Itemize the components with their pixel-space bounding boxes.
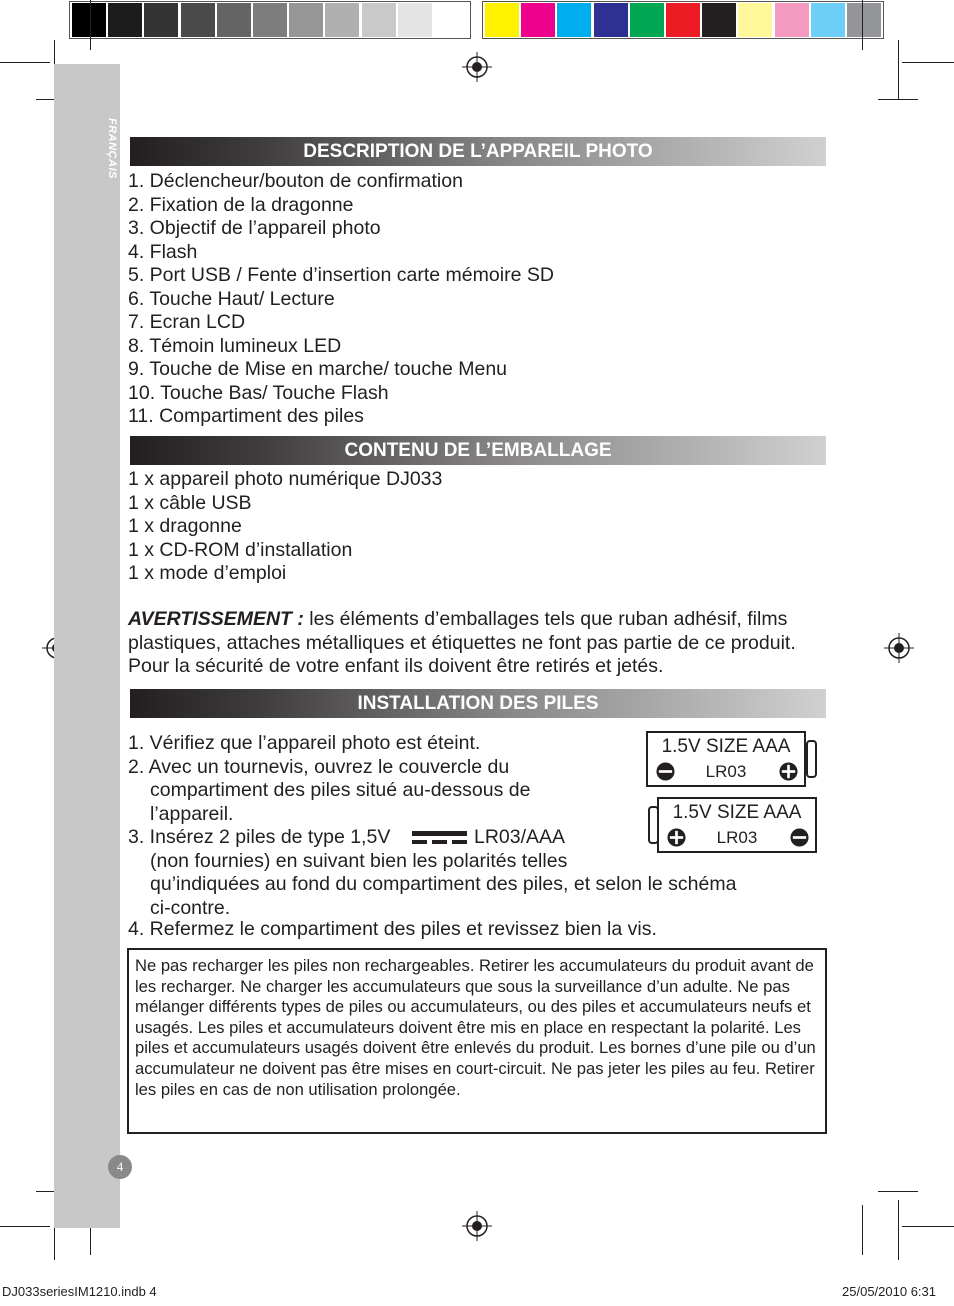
section-header-installation: INSTALLATION DES PILES (130, 689, 826, 718)
page-number: 4 (108, 1155, 132, 1179)
side-tab (54, 64, 120, 1228)
color-swatch (181, 3, 215, 37)
color-swatch (811, 3, 845, 37)
color-swatch (847, 3, 881, 37)
footer-date: 25/05/2010 6:31 (842, 1284, 936, 1299)
list-item: 1 x câble USB (128, 491, 252, 514)
list-item: 1 x CD-ROM d’installation (128, 538, 353, 561)
color-swatch (144, 3, 178, 37)
section-header-description: DESCRIPTION DE L’APPAREIL PHOTO (130, 137, 826, 166)
list-item: 11. Compartiment des piles (128, 405, 364, 427)
plus-icon (779, 762, 798, 781)
footer-file-name: DJ033seriesIM1210.indb 4 (2, 1284, 157, 1299)
section-header-contents: CONTENU DE L’EMBALLAGE (130, 436, 826, 465)
color-swatch (666, 3, 700, 37)
step-4: 4. Refermez le compartiment des piles et revissez bien la vis. (128, 918, 657, 940)
step-2-cont: compartiment des piles situé au-dessous de (150, 779, 531, 801)
list-item: 1 x appareil photo numérique DJ033 (128, 468, 443, 490)
list-item: 9. Touche de Mise en marche/ touche Menu (128, 358, 508, 380)
language-label: FRANÇAIS (106, 118, 118, 179)
list-item: 7. Ecran LCD (128, 311, 246, 333)
battery-2-terminal (648, 806, 659, 844)
battery-safety-notice: Ne pas recharger les piles non rechargeables. Retirer les accumulateurs du produit avant de les recharger. Ne charger les accumulateurs que sous la surveillance d’un adulte. Ne pas mélanger différents types de piles ou accumulateurs, ou des piles et accumulateurs neufs et usagés. Les piles et accumulateurs doivent être mis en place en respectant la polarité. Les piles et accumulateurs usagés doivent être enlevés du produit. Les bornes d’une pile ou d’un accumulateur ne doivent pas être mises en court-circuit. Ne pas jeter les piles au feu. Retirer les piles en cas de non utilisation prolongée. (127, 948, 827, 1134)
color-swatch (398, 3, 432, 37)
step-3: 3. Insérez 2 piles de type 1,5V (128, 826, 391, 848)
list-item: 6. Touche Haut/ Lecture (128, 287, 335, 310)
color-swatch (485, 3, 519, 37)
step-2-cont: l’appareil. (150, 802, 234, 825)
step-3-type: LR03/AAA (474, 826, 566, 848)
registration-mark-bottom (462, 1211, 492, 1241)
minus-icon (656, 762, 675, 781)
color-swatch (775, 3, 809, 37)
step-3-cont: qu’indiquées au fond du compartiment des piles, et selon le schéma (150, 873, 737, 895)
plus-icon (667, 828, 686, 847)
list-item: 1 x dragonne (128, 515, 242, 537)
battery-type-label: LR03 (705, 762, 747, 781)
list-item: 1. Déclencheur/bouton de confirmation (128, 170, 463, 192)
color-swatch (108, 3, 142, 37)
dc-voltage-icon (412, 829, 467, 847)
color-swatch (289, 3, 323, 37)
list-item: 10. Touche Bas/ Touche Flash (128, 381, 389, 404)
registration-mark-top (462, 52, 492, 82)
battery-2 (657, 797, 817, 853)
list-item: 1 x mode d’emploi (128, 562, 287, 584)
battery-type-label: LR03 (716, 828, 758, 847)
color-swatch (521, 3, 555, 37)
color-swatch (738, 3, 772, 37)
registration-mark-right (884, 633, 914, 663)
color-swatch (325, 3, 359, 37)
color-swatch (557, 3, 591, 37)
battery-size-label: 1.5V SIZE AAA (661, 736, 791, 757)
minus-icon (790, 828, 809, 847)
step-3-cont: (non fournies) en suivant bien les polarités telles (150, 849, 568, 872)
list-item: 5. Port USB / Fente d’insertion carte mémoire SD (128, 264, 554, 286)
color-swatch (630, 3, 664, 37)
color-swatch (72, 3, 106, 37)
list-item: 8. Témoin lumineux LED (128, 334, 342, 357)
list-item: 2. Fixation de la dragonne (128, 193, 354, 216)
step-2: 2. Avec un tournevis, ouvrez le couvercle du (128, 755, 510, 778)
color-swatch (594, 3, 628, 37)
step-3-cont: ci-contre. (150, 896, 231, 919)
warning-text: les éléments d’emballages tels que ruban adhésif, films plastiques, attaches métalliques et étiquettes ne font pas partie de ce produit. Pour la sécurité de votre enfant ils doivent être retirés et jetés. (128, 608, 796, 677)
battery-1-terminal (806, 740, 817, 778)
list-item: 3. Objectif de l’appareil photo (128, 217, 381, 239)
battery-1 (646, 731, 806, 787)
warning-paragraph (128, 608, 828, 679)
color-swatch (217, 3, 251, 37)
battery-size-label: 1.5V SIZE AAA (672, 802, 802, 823)
color-swatch (702, 3, 736, 37)
color-swatch (253, 3, 287, 37)
color-swatch (362, 3, 396, 37)
step-1: 1. Vérifiez que l’appareil photo est éteint. (128, 732, 481, 754)
warning-label: AVERTISSEMENT : (128, 608, 304, 630)
list-item: 4. Flash (128, 240, 198, 263)
color-swatch (434, 3, 468, 37)
